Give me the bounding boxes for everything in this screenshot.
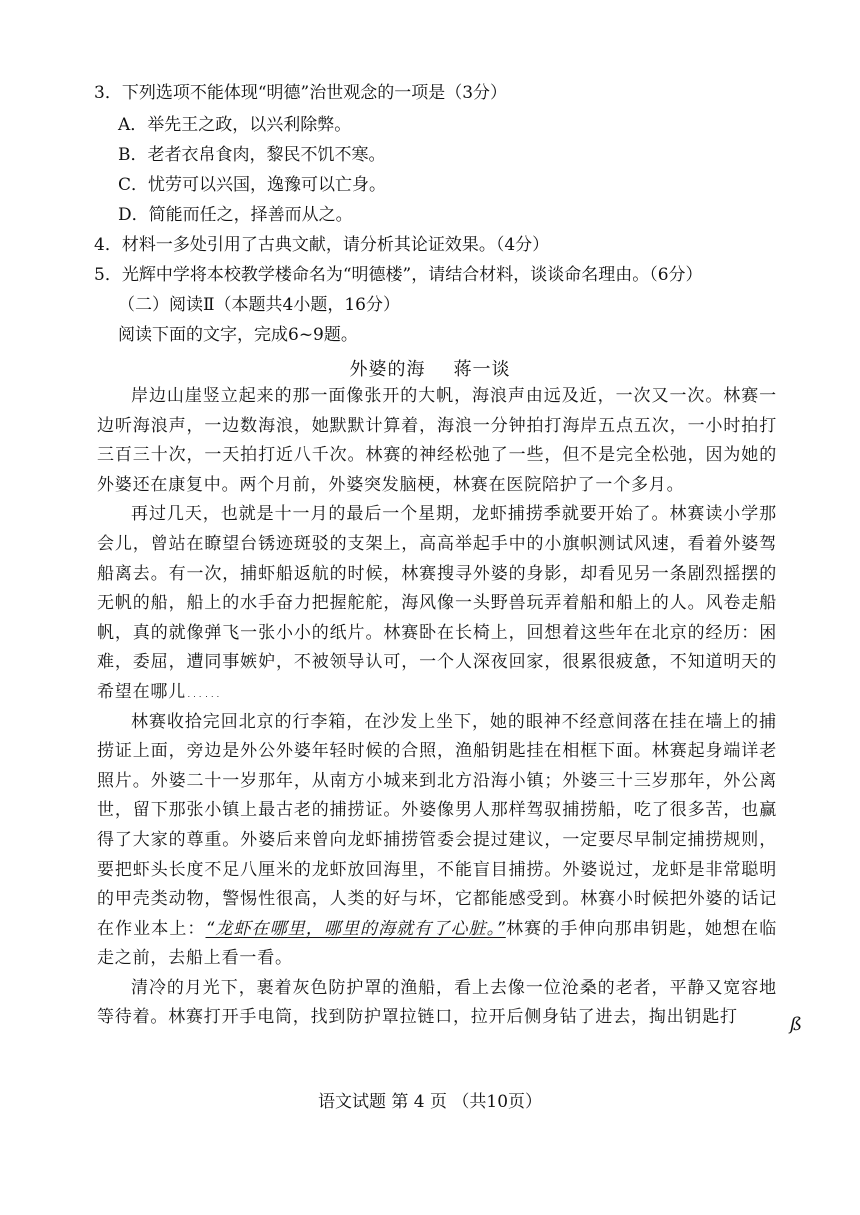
paragraph-3: [97, 708, 777, 974]
question-4: 4．材料一多处引用了古典文献，请分析其论证效果。（4分）: [94, 235, 550, 255]
page-footer: 语文试题 第 4 页 （共10页）: [317, 1092, 543, 1112]
option-b: B．老者衣帛食肉，黎民不饥不寒。: [118, 145, 386, 165]
article-body: [97, 382, 777, 1033]
paragraph-2: 再过几天，也就是十一月的最后一个星期，龙虾捕捞季就要开始了。林赛读小学那会儿，曾站在瞭望台锈迹斑驳的支架上，高高举起手中的小旗帜测试风速，看着外婆驾船离去。有一次，捕虾船返航的时候，林赛搜寻外婆的身影，却看见另一条剧烈摇摆的无帆的船，船上的水手奋力把握舵舵，海风像一头野兽玩弄着船和船上的人。风卷走船帆，真的就像弹飞一张小小的纸片。林赛卧在长椅上，回想着这些年在北京的经历：困难，委屈，遭同事嫉妒，不被领导认可，一个人深夜回家，很累很疲惫，不知道明天的希望在哪儿……: [97, 504, 777, 702]
section-instruction: 阅读下面的文字，完成6~9题。: [118, 325, 358, 345]
section-heading: （二）阅读Ⅱ（本题共4小题，16分）: [118, 295, 401, 315]
paragraph-4: 清冷的月光下，裹着灰色防护罩的渔船，看上去像一位沧桑的老者，平静又宽容地等待着。林赛打开手电筒，找到防护罩拉链口，拉开后侧身钻了进去，掏出钥匙打: [97, 977, 777, 1028]
question-5: 5．光辉中学将本校教学楼命名为“明德楼”，请结合材料，谈谈命名理由。（6分）: [94, 265, 703, 285]
handwritten-margin-mark: ß: [790, 1014, 803, 1035]
option-c: C．忧劳可以兴国，逸豫可以亡身。: [118, 175, 387, 195]
question-3: 3．下列选项不能体现“明德”治世观念的一项是（3分）: [94, 83, 508, 103]
article-author: 蒋一谈: [453, 359, 511, 380]
paragraph-3-end: 林赛的手伸向那串钥匙，她想在临走之前，去船上看一看。: [97, 918, 778, 969]
option-a: A．举先王之政，以兴利除弊。: [118, 115, 352, 135]
paragraph-3-text: 林赛收拾完回北京的行李箱，在沙发上坐下，她的眼神不经意间落在挂在墙上的捕捞证上面，旁边是外公外婆年轻时候的合照，渔船钥匙挂在相框下面。林赛起身端详老照片。外婆二十一岁那年，从南方小城来到北方沿海小镇；外婆三十三岁那年，外公离世，留下那张小镇上最古老的捕捞证。外婆像男人那样驾驭捕捞船，吃了很多苦，也赢得了大家的尊重。外婆后来曾向龙虾捕捞管委会提过建议，一定要尽早制定捕捞规则，要把虾头长度不足八厘米的龙虾放回海里，不能盲目捕捞。外婆说过，龙虾是非常聪明的甲壳类动物，警惕性很高，人类的好与坏，它都能感受到。林赛小时候把外婆的话记在作业本上：: [97, 711, 777, 939]
underlined-quote: “龙虾在哪里，哪里的海就有了心脏。”: [205, 918, 506, 939]
article-title: 外婆的海: [349, 359, 426, 380]
option-d: D．简能而任之，择善而从之。: [118, 205, 353, 225]
article-title-line: [0, 355, 860, 381]
paragraph-1: 岸边山崖竖立起来的那一面像张开的大帆，海浪声由远及近，一次又一次。林赛一边听海浪声，一边数海浪，她默默计算着，海浪一分钟拍打海岸五点五次，一小时拍打三百三十次，一天拍打近八千次。林赛的神经松弛了一些，但不是完全松弛，因为她的外婆还在康复中。两个月前，外婆突发脑梗，林赛在医院陪护了一个多月。: [97, 386, 777, 495]
